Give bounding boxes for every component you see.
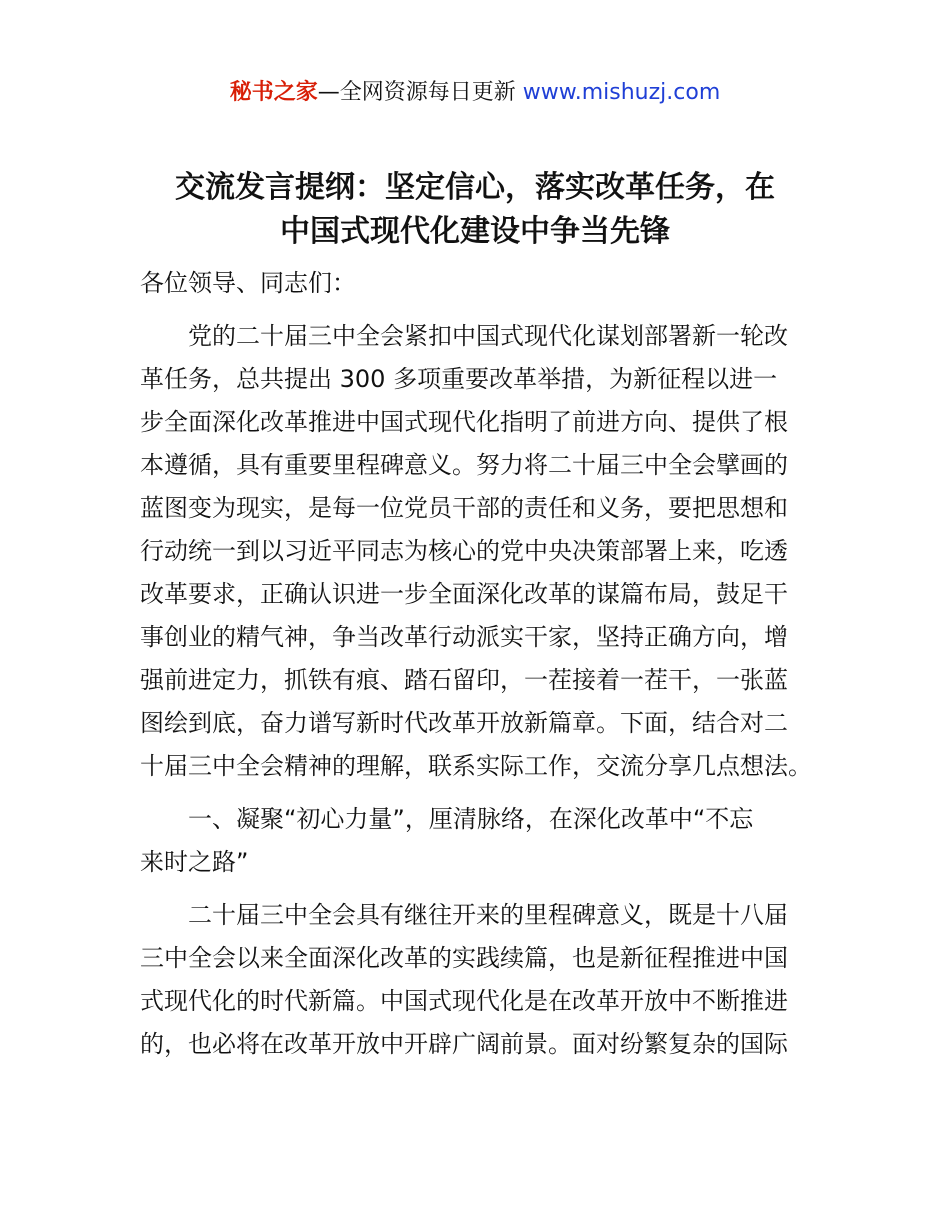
paragraph-line: 改革要求，正确认识进一步全面深化改革的谋篇布局，鼓足干 xyxy=(140,580,788,608)
document-body xyxy=(140,262,820,1066)
paragraph-1 xyxy=(140,315,820,788)
paragraph-line: 行动统一到以习近平同志为核心的党中央决策部署上来，吃透 xyxy=(140,537,788,565)
paragraph-line: 图绘到底，奋力谱写新时代改革开放新篇章。下面，结合对二 xyxy=(140,709,788,737)
paragraph-line: 本遵循，具有重要里程碑意义。努力将二十届三中全会擘画的 xyxy=(140,451,788,479)
title-line-1: 交流发言提纲：坚定信心，落实改革任务，在 xyxy=(175,170,775,205)
section-1-heading xyxy=(140,798,820,884)
paragraph-line: 蓝图变为现实，是每一位党员干部的责任和义务，要把思想和 xyxy=(140,494,788,522)
site-header xyxy=(0,76,950,110)
paragraph-line: 步全面深化改革推进中国式现代化指明了前进方向、提供了根 xyxy=(140,408,788,436)
site-url-link[interactable]: www.mishuzj.com xyxy=(522,80,721,105)
paragraph-2 xyxy=(140,894,820,1066)
brand-name: 秘书之家 xyxy=(229,80,318,105)
paragraph-line: 革任务，总共提出 300 多项重要改革举措，为新征程以进一 xyxy=(140,365,778,393)
heading-line: 一、凝聚“初心力量”，厘清脉络，在深化改革中“不忘 xyxy=(188,805,754,833)
paragraph-line: 式现代化的时代新篇。中国式现代化是在改革开放中不断推进 xyxy=(140,987,788,1015)
paragraph-line: 党的二十届三中全会紧扣中国式现代化谋划部署新一轮改 xyxy=(188,322,788,350)
title-line-2: 中国式现代化建设中争当先锋 xyxy=(280,214,670,249)
paragraph-line: 十届三中全会精神的理解，联系实际工作，交流分享几点想法。 xyxy=(140,752,812,780)
paragraph-line: 二十届三中全会具有继往开来的里程碑意义，既是十八届 xyxy=(188,901,788,929)
paragraph-line: 强前进定力，抓铁有痕、踏石留印，一茬接着一茬干，一张蓝 xyxy=(140,666,788,694)
paragraph-line: 事创业的精气神，争当改革行动派实干家，坚持正确方向，增 xyxy=(140,623,788,651)
header-tagline: —全网资源每日更新 xyxy=(317,80,523,105)
greeting: 各位领导、同志们： xyxy=(140,269,356,297)
document-title xyxy=(90,166,860,254)
heading-line: 来时之路” xyxy=(140,848,249,876)
paragraph-line: 的，也必将在改革开放中开辟广阔前景。面对纷繁复杂的国际 xyxy=(140,1030,788,1058)
paragraph-line: 三中全会以来全面深化改革的实践续篇，也是新征程推进中国 xyxy=(140,944,788,972)
